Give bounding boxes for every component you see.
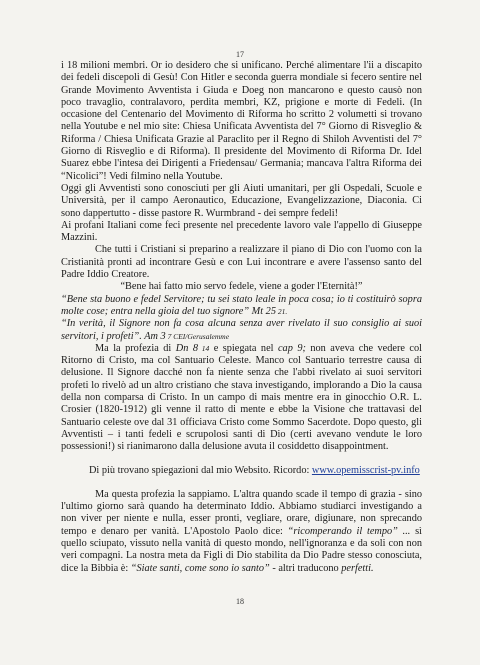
page-number-top: 17 <box>236 50 244 59</box>
paragraph-5-mid: e spiegata nel <box>209 342 278 354</box>
website-link[interactable]: www.opemisscrist-pv.info <box>311 464 420 476</box>
paragraph-6-intro: Ma questa profezia la sappiamo. L'altra quando scade il tempo di grazia - sino l'ultimo giorno sarà quando ha determinato Iddio. Abbiamo studiarci investigando a non viver per niente e nulla, esser pronti, vegliare, orare, digiunare, non sprecando tempo e denaro per vanità. L'Apostolo Paolo dice: <box>61 488 422 537</box>
paragraph-6-end: - altri traducono <box>269 562 342 574</box>
quote-matthew-text: “Bene sta buono e fedel Servitore; tu sei stato leale in poca cosa; io ti costituirò sopra molte cose; entra nella gioia del tuo signore” Mt 25 <box>61 293 422 317</box>
website-text: Di più trovano spiegazioni dal mio Websito. Ricordo: <box>89 464 312 476</box>
paragraph-4: Che tutti i Cristiani si preparino a realizzare il piano di Dio con l'uomo con la Cristianità pronti ad incontrare Gesù e con Lui incontrare e avere l'assenso santo del Padre Iddio Creatore. <box>61 244 422 281</box>
paragraph-2: Oggi gli Avventisti sono conosciuti per gli Aiuti umanitari, per gli Ospedali, Scuole e Università, per il campo Aeronautico, Educazione, Evangelizzazione, Diaconia. Ci sono dappertutto - disse pastore R. Wurmbrand - dei sempre fedeli! <box>61 182 422 219</box>
paul-quote: “ricomperando il tempo” ... <box>287 525 411 537</box>
paragraph-6 <box>61 489 422 575</box>
quote-eternity: “Bene hai fatto mio servo fedele, viene a goder l'Eternità!” <box>120 281 363 293</box>
website-line <box>61 465 422 477</box>
paragraph-5-intro: Ma la profezia di <box>95 342 176 354</box>
quote-amos-ref: 7 CEI/Gerusalemme <box>165 331 230 341</box>
spacer <box>61 477 422 489</box>
document-body <box>61 60 422 575</box>
paragraph-6-mid: sì quello sciupato, vissuto nella vanità di questo mondo, nell'ignoranza e da soli con non veri compagni. La nostra meta da Figli di Dio stabilita da Dio Padre stesso conosciuta, dice la Bibbia è: <box>61 525 422 574</box>
perfect-word: perfetti. <box>341 562 374 574</box>
paragraph-5-body: non aveva che vedere col Ritorno di Cristo, ma col Santuario Celeste. Manco col Santuario terrestre causa di delusione. Il Signore dacché non fa niente senza che l'abbi rivelato ai suoi servitori profeti lo rivelò ad un altro cristiano che stava investigando, implorando a Dio la causa della non comparsa di Cristo. In un campo di mais mentre era in ginocchio O.R. L. Crosier (1820-1912) gli venne il ratto di mente e ebbe la Visione che trattavasi del Santuario celeste ove dal 31 officiava Cristo come Sommo Sacerdote. Dopo questo, gli Avventisti – i tanti fedeli e scrupolosi santi di Dio (certi avevano vendute le loro possessioni!) si rianimarono dalla delusione avuta il cosiddetto disappointment. <box>61 342 422 453</box>
daniel-ref: Dn 8 <box>175 342 198 354</box>
quote-matthew-ref: 21. <box>275 306 288 316</box>
quote-amos <box>61 318 422 343</box>
paragraph-5 <box>61 343 422 454</box>
quote-amos-text: “In verità, il Signore non fa cosa alcuna senza aver rivelato il suo consiglio ai suoi servitori, i profeti”. Am 3 <box>61 318 422 342</box>
daniel-ref-verse: 14 <box>197 343 210 353</box>
paragraph-3: Ai profani Italiani come feci presente nel precedente lavoro vale l'appello di Giuseppe Mazzini. <box>61 219 422 244</box>
chapter-ref: cap 9; <box>277 342 306 354</box>
quote-matthew <box>61 294 422 319</box>
paragraph-1: i 18 milioni membri. Or io desidero che si unificano. Perché alimentare l'ii a discapito dei fedeli discepoli di Gesù! Con Hitler e seconda guerra mondiale si fecero sentire nel Grande Movimento Avventista i Giuda e Doeg non mancarono e questo causò non poco travaglio, contralavoro, perdita membri, KZ, prigione e morte di Fedeli. (In occasione del Centenario del Movimento di Riforma ho scritto 2 volumetti si trovano nella Youtube e nel mio site: Chiesa Unificata Avventista del 7° Giorno di Risveglio & Riforma / Chiesa Unificata Grazie al Paraclito per il Regno di Shiloh Avventisti del 7° Giorno di Risveglio e di Riforma). Il presidente del Movimento di Riforma Dr. Idel Suarez ebbe l'intesa dei Dirigenti a Friedensau/ Germania; mancava l'altra Riforma dei “Nicolici”! Vedi filmino nella Youtube. <box>61 60 422 182</box>
page-number-bottom: 18 <box>236 597 244 606</box>
holy-quote: “Siate santi, come sono io santo” <box>130 562 270 574</box>
